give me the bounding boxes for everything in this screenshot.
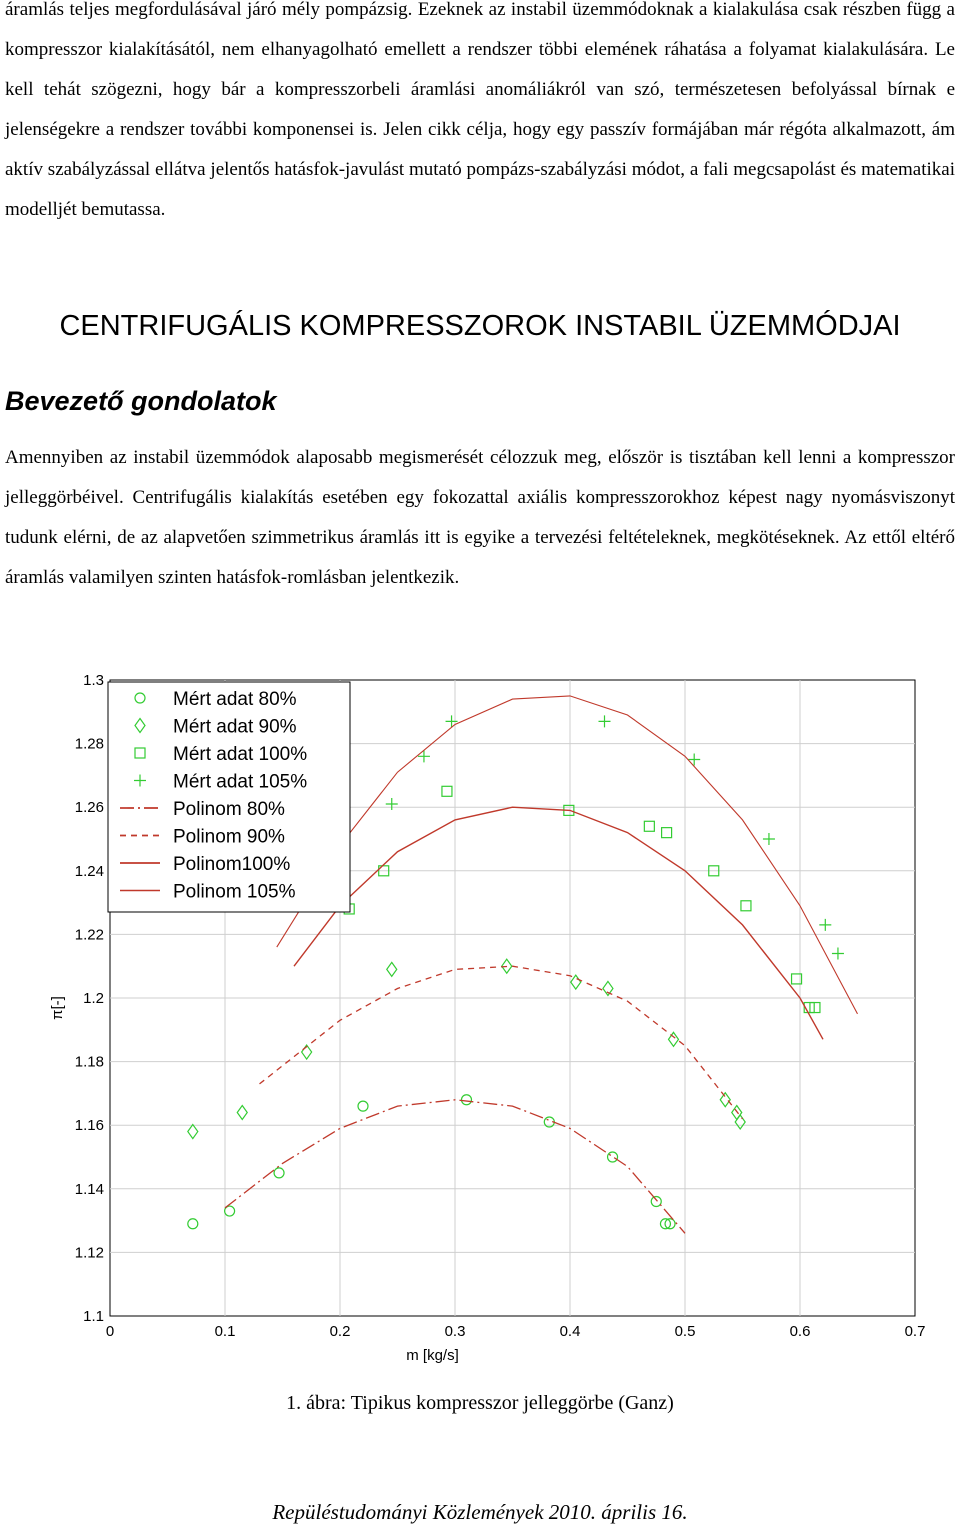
x-axis-label: m [kg/s] — [406, 1347, 459, 1364]
y-tick-label: 1.28 — [74, 735, 104, 753]
x-tick-label: 0.3 — [444, 1323, 466, 1340]
x-tick-label: 0.6 — [789, 1323, 811, 1340]
legend-label: Mért adat 105% — [173, 771, 308, 793]
page-footer: Repüléstudományi Közlemények 2010. április 16. — [272, 1500, 688, 1524]
legend-label: Polinom 105% — [173, 881, 296, 903]
legend-label: Mért adat 80% — [173, 689, 297, 710]
legend-label: Mért adat 90% — [173, 716, 297, 738]
intro-paragraph: áramlás teljes megfordulásával járó mély pompázsig. Ezeknek az instabil üzemmódoknak a kialakulása csak részben függ a kompresszor kialakításától, nem elhanyagolható emellett a rendszer többi elemének ráhatása a folyamat kialakulására. Le kell tehát szögezni, hogy bár a kompresszorbeli áramlási anomáliákról van szó, természetesen befolyással bírnak e jelenségekre a rendszer további komponensei is. Jelen cikk célja, hogy egy passzív formájában már régóta alkalmazott, ám aktív szabályzással ellátva jelentős hatásfok-javulást mutató pompázs-szabályzási módot, a fali megcsapolást és matematikai modelljét bemutassa. — [5, 0, 955, 220]
y-tick-label: 1.14 — [74, 1180, 104, 1198]
legend-label: Mért adat 100% — [173, 744, 308, 765]
x-tick-label: 0.1 — [214, 1323, 236, 1340]
x-tick-label: 0.5 — [674, 1323, 696, 1340]
y-tick-label: 1.26 — [74, 799, 104, 817]
body-paragraph: Amennyiben az instabil üzemmódok alaposabb megismerését célozzuk meg, először is tisztában kell lenni a kompresszor jelleggörbéivel. Centrifugális kialakítás esetében egy fokozattal axiális kompresszorokhoz képest nagy nyomásviszonyt tudunk elérni, de az alapvetően szimmetrikus áramlás itt is egyike a tervezési feltételeknek, megkötéseknek. Az ettől eltérő áramlás valamilyen szinten hatásfok-romlásban jelentkezik. — [5, 447, 955, 588]
compressor-chart — [0, 660, 960, 1380]
x-tick-label: 0.4 — [559, 1323, 581, 1340]
y-tick-label: 1.24 — [74, 862, 104, 880]
figure-caption: 1. ábra: Tipikus kompresszor jelleggörbe (Ganz) — [286, 1392, 674, 1414]
legend-label: Polinom100% — [173, 854, 291, 875]
legend-label: Polinom 80% — [173, 799, 285, 820]
y-axis-label: π[-] — [49, 996, 66, 1020]
y-tick-label: 1.2 — [83, 990, 104, 1007]
y-tick-label: 1.18 — [74, 1053, 104, 1071]
y-tick-label: 1.3 — [83, 672, 104, 689]
y-tick-label: 1.22 — [74, 926, 104, 944]
x-tick-label: 0 — [105, 1323, 115, 1340]
y-tick-label: 1.16 — [74, 1117, 104, 1135]
legend-label: Polinom 90% — [173, 826, 285, 848]
section-title: CENTRIFUGÁLIS KOMPRESSZOROK INSTABIL ÜZEMMÓDJAI — [59, 310, 901, 342]
y-tick-label: 1.12 — [74, 1244, 104, 1262]
y-tick-label: 1.1 — [83, 1308, 104, 1325]
x-tick-label: 0.2 — [329, 1323, 351, 1340]
subsection-title: Bevezető gondolatok — [5, 386, 277, 416]
x-tick-label: 0.7 — [904, 1323, 926, 1340]
